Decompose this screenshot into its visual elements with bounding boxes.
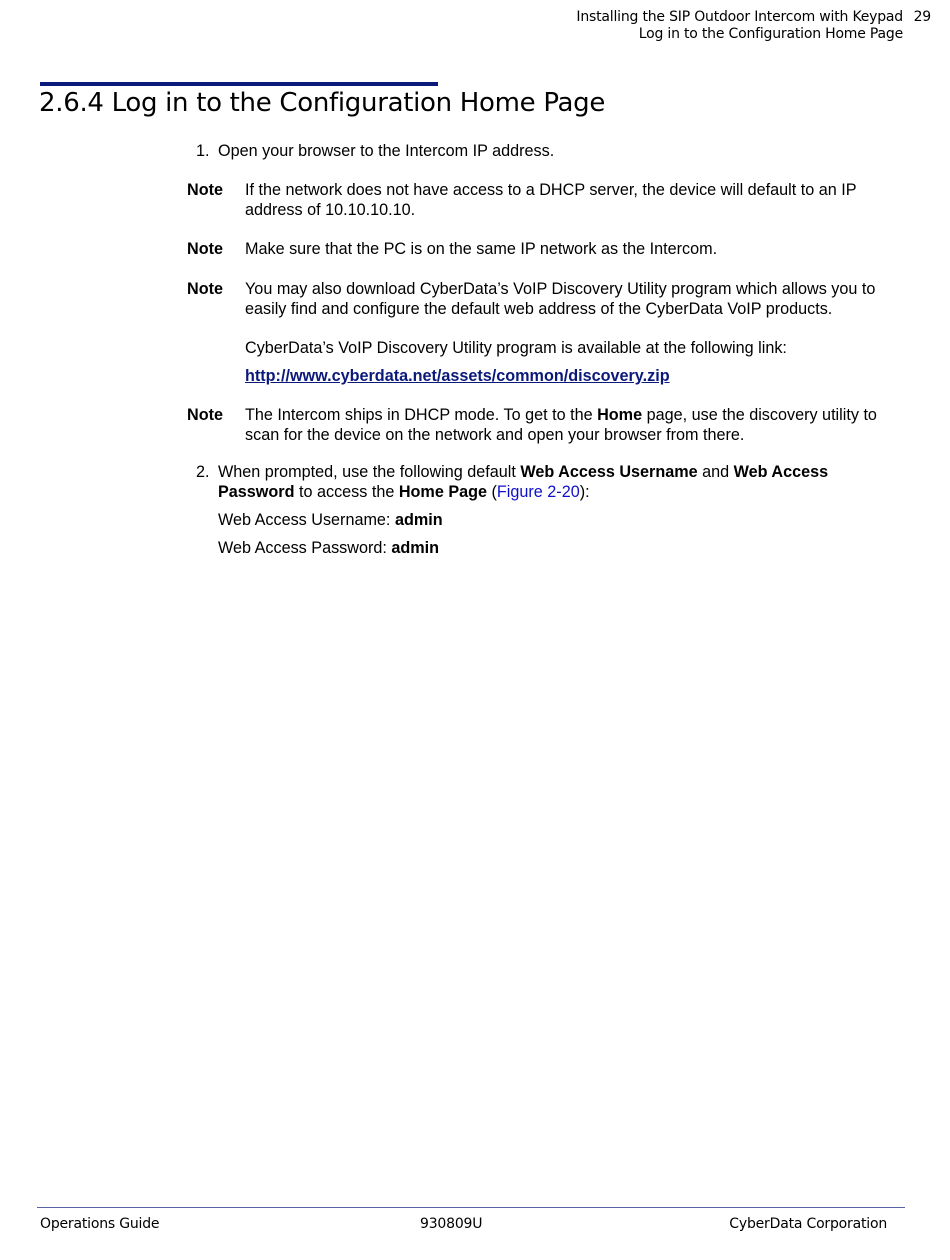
discovery-link-line: [245, 366, 670, 386]
footer-rule: [37, 1207, 905, 1208]
step-2-username-term: Web Access Username: [520, 463, 698, 481]
footer-center: 930809U: [420, 1216, 483, 1232]
note-4-text: [245, 405, 877, 445]
step-2-text: [218, 462, 828, 502]
footer-left: Operations Guide: [40, 1216, 160, 1232]
step-2-home-page-term: Home Page: [398, 483, 488, 501]
note-2-label: Note: [187, 240, 223, 258]
header-chapter-title: Installing the SIP Outdoor Intercom with Keypad: [576, 9, 903, 25]
step-2-password-term: Password: [218, 483, 295, 501]
note-3-line-1: You may also download CyberData’s VoIP Discovery Utility program which allows you to: [245, 280, 876, 298]
page-number: 29: [913, 9, 931, 25]
note-3-label: Note: [187, 280, 223, 298]
note-4-text-a: The Intercom ships in DHCP mode. To get to the: [245, 406, 598, 424]
password-value: admin: [391, 539, 440, 557]
step-2-number: 2.: [196, 463, 210, 481]
step-2-text-d: (: [487, 483, 497, 501]
step-2-text-c: to access the: [294, 483, 399, 501]
header-section-title: Log in to the Configuration Home Page: [638, 26, 903, 42]
password-line: [218, 538, 439, 558]
discovery-utility-link[interactable]: http://www.cyberdata.net/assets/common/discovery.zip: [245, 367, 670, 385]
note-1-line-1: If the network does not have access to a DHCP server, the device will default to an IP: [245, 181, 857, 199]
section-title: 2.6.4 Log in to the Configuration Home Page: [39, 88, 606, 118]
username-line: [218, 510, 443, 530]
step-2-text-b: and: [697, 463, 734, 481]
note-4-label: Note: [187, 406, 223, 424]
username-label: Web Access Username:: [218, 511, 395, 529]
password-label: Web Access Password:: [218, 539, 392, 557]
note-3-text: [245, 279, 875, 319]
note-2-text: Make sure that the PC is on the same IP network as the Intercom.: [245, 240, 718, 258]
footer-right: CyberData Corporation: [729, 1216, 887, 1232]
note-4-home-bold: Home: [597, 406, 643, 424]
step-2-text-e: ):: [579, 483, 590, 501]
note-1-text: [245, 180, 857, 220]
note-3-line-2: easily find and configure the default web address of the CyberData VoIP products.: [245, 300, 833, 318]
note-4-line-2: scan for the device on the network and open your browser from there.: [245, 426, 745, 444]
step-2-line-2: [218, 482, 828, 502]
username-value: admin: [394, 511, 443, 529]
step-1-text: Open your browser to the Intercom IP address.: [218, 142, 555, 160]
note-1-line-2: address of 10.10.10.10.: [245, 201, 416, 219]
figure-2-20-link[interactable]: Figure 2-20: [496, 483, 580, 501]
note-4-text-b: page, use the discovery utility to: [642, 406, 877, 424]
step-2-text-a: When prompted, use the following default: [218, 463, 521, 481]
step-1-number: 1.: [196, 142, 210, 160]
note-3-link-intro: CyberData’s VoIP Discovery Utility program is available at the following link:: [245, 339, 787, 357]
running-header: [576, 9, 931, 43]
section-rule: [40, 82, 438, 86]
note-4-line-1: [245, 405, 877, 425]
step-2-web-access-term: Web Access: [733, 463, 829, 481]
step-2-line-1: [218, 462, 828, 482]
note-1-label: Note: [187, 181, 223, 199]
